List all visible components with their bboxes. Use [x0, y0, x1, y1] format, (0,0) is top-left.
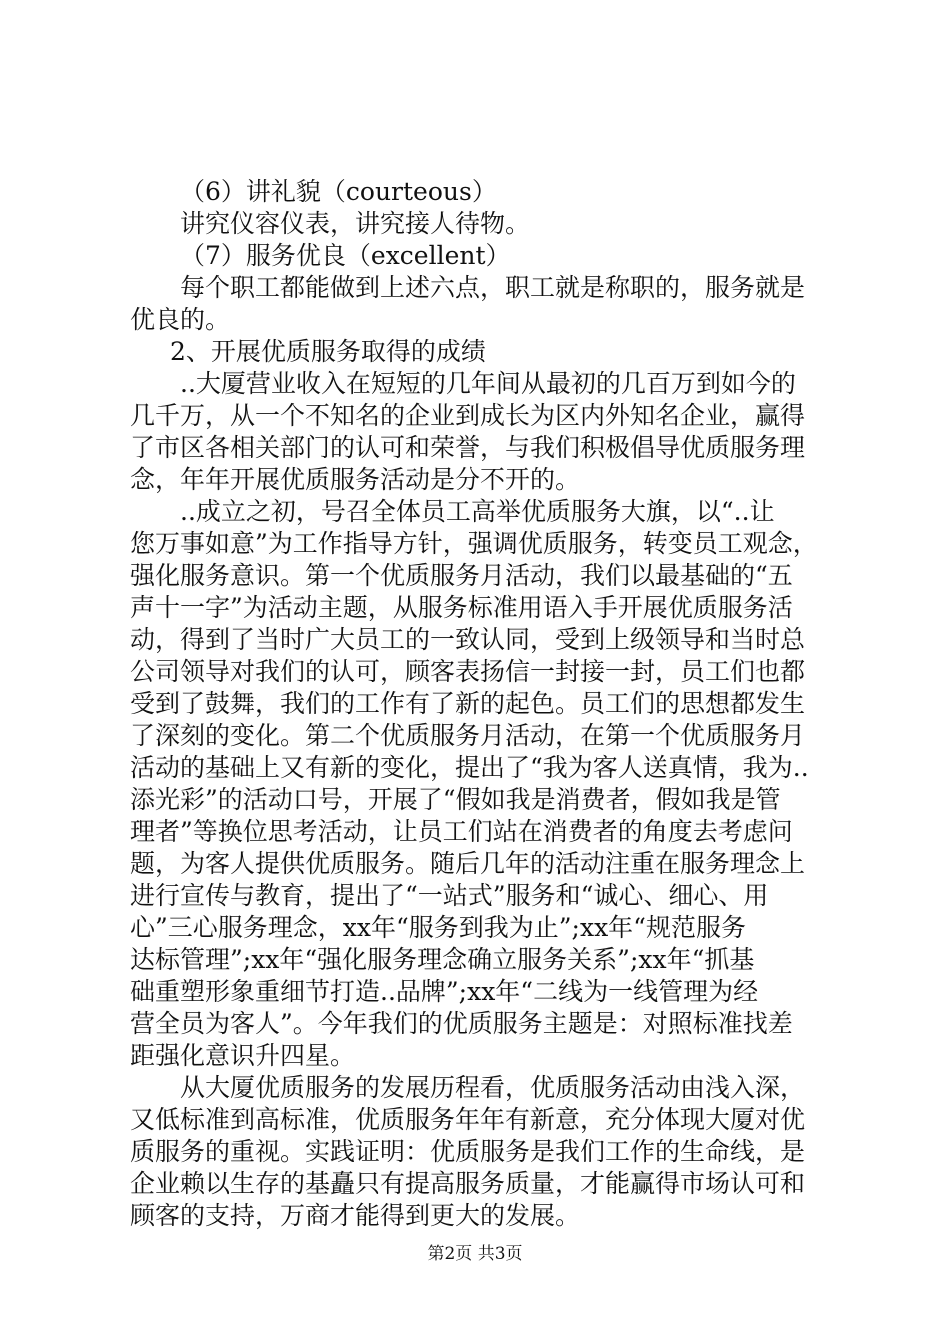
- text-line: 顾客的支持，万商才能得到更大的发展。: [130, 1201, 581, 1230]
- text-line: 公司领导对我们的认可，顾客表扬信一封接一封，员工们也都: [130, 657, 806, 686]
- text-line: 您万事如意”为工作指导方针，强调优质服务，转变员工观念，: [130, 529, 818, 558]
- text-line: 动，得到了当时广大员工的一致认同，受到上级领导和当时总: [130, 625, 806, 654]
- text-line: 添光彩”的活动口号，开展了“假如我是消费者，假如我是管: [130, 785, 781, 814]
- text-line: 达标管理”;xx年“强化服务理念确立服务关系”;xx年“抓基: [130, 945, 755, 974]
- text-line: （6）讲礼貌（courteous）: [180, 177, 497, 206]
- text-line: 声十一字”为活动主题，从服务标准用语入手开展优质服务活: [130, 593, 793, 622]
- text-line: 质服务的重视。实践证明：优质服务是我们工作的生命线，是: [130, 1137, 806, 1166]
- text-line: 念，年年开展优质服务活动是分不开的。: [130, 465, 581, 494]
- text-line: 几千万，从一个不知名的企业到成长为区内外知名企业，赢得: [130, 401, 806, 430]
- text-line: 理者”等换位思考活动，让员工们站在消费者的角度去考虑问: [130, 817, 793, 846]
- page-footer: 第2页 共3页: [427, 1244, 523, 1264]
- text-line: 又低标准到高标准，优质服务年年有新意，充分体现大厦对优: [130, 1105, 806, 1134]
- text-line: 了市区各相关部门的认可和荣誉，与我们积极倡导优质服务理: [130, 433, 806, 462]
- text-line: 题，为客人提供优质服务。随后几年的活动注重在服务理念上: [130, 849, 806, 878]
- text-line: 受到了鼓舞，我们的工作有了新的起色。员工们的思想都发生: [130, 689, 806, 718]
- text-line: ..成立之初，号召全体员工高举优质服务大旗，以“..让: [180, 497, 775, 526]
- text-line: 进行宣传与教育，提出了“一站式”服务和“诚心、细心、用: [130, 881, 769, 910]
- text-line: 从大厦优质服务的发展历程看，优质服务活动由浅入深，: [180, 1073, 806, 1102]
- document-body: [130, 176, 830, 1232]
- text-line: 营全员为客人”。今年我们的优质服务主题是：对照标准找差: [130, 1009, 793, 1038]
- text-line: 2、开展优质服务取得的成绩: [170, 337, 486, 366]
- text-line: 优良的。: [130, 305, 231, 334]
- text-line: 础重塑形象重细节打造..品牌”;xx年“二线为一线管理为经: [130, 977, 759, 1006]
- text-line: 距强化意识升四星。: [130, 1041, 356, 1070]
- text-line: 每个职工都能做到上述六点，职工就是称职的，服务就是: [180, 273, 806, 302]
- text-line: 活动的基础上又有新的变化，提出了“我为客人送真情，我为..: [130, 753, 809, 782]
- text-line: 讲究仪容仪表，讲究接人待物。: [180, 209, 531, 238]
- text-line: 企业赖以生存的基矗只有提高服务质量，才能赢得市场认可和: [130, 1169, 806, 1198]
- text-line: 强化服务意识。第一个优质服务月活动，我们以最基础的“五: [130, 561, 793, 590]
- text-line: （7）服务优良（excellent）: [180, 241, 511, 270]
- text-line: 了深刻的变化。第二个优质服务月活动，在第一个优质服务月: [130, 721, 806, 750]
- text-line: 心”三心服务理念，xx年“服务到我为止”;xx年“规范服务: [130, 913, 746, 942]
- text-line: ..大厦营业收入在短短的几年间从最初的几百万到如今的: [180, 369, 796, 398]
